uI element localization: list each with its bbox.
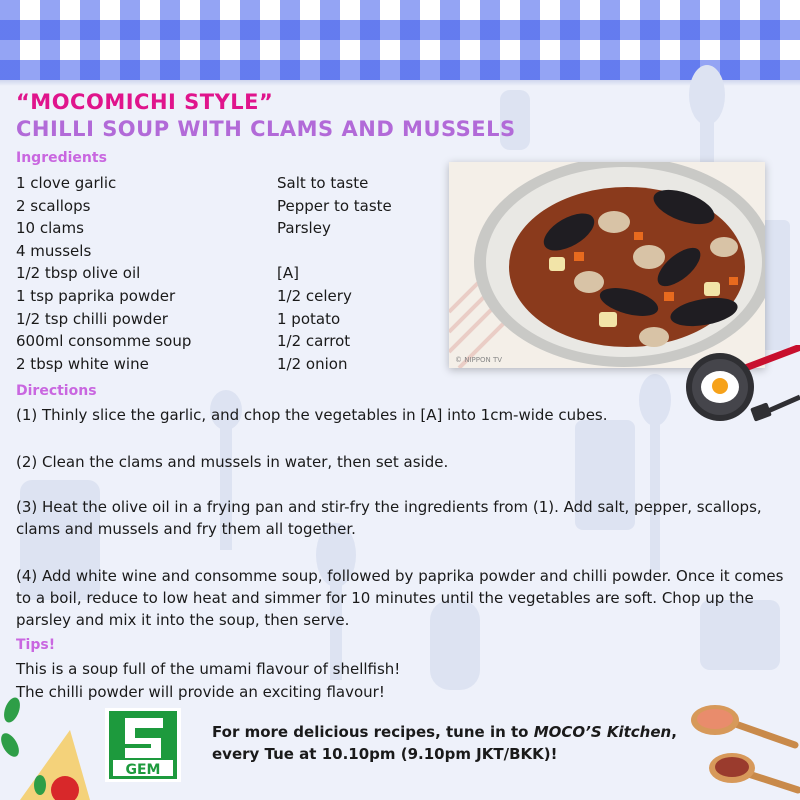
gem-channel-logo <box>105 708 181 782</box>
ingredient-item: Salt to taste <box>277 174 369 192</box>
ingredient-item: 4 mussels <box>16 241 92 260</box>
tip-line: The chilli powder will provide an exciting flavour! <box>16 682 385 701</box>
ingredient-item: 2 tbsp white wine <box>16 354 149 373</box>
herbs-tomato-illustration <box>0 690 100 800</box>
show-name: MOCO’S Kitchen <box>533 723 672 741</box>
direction-step: (1) Thinly slice the garlic, and chop the vegetables in [A] into 1cm-wide cubes. <box>16 406 608 424</box>
promo-prefix: For more delicious recipes, tune in to <box>212 723 534 741</box>
spice-spoons-illustration <box>690 700 800 800</box>
ingredient-item: 1 clove garlic <box>16 174 117 192</box>
logo-text: GEM <box>125 762 161 778</box>
ingredient-item: 2 scallops <box>16 196 91 215</box>
ingredient-item: Parsley <box>277 219 331 238</box>
ingredient-item: 1/2 onion <box>277 354 348 373</box>
ingredient-item: [A] <box>277 264 299 283</box>
promo-schedule: every Tue at 10.10pm (9.10pm JKT/BKK)! <box>212 745 558 763</box>
ingredients-list-left <box>16 172 191 375</box>
ingredient-item: 1/2 tsp chilli powder <box>16 309 168 328</box>
soup-photo <box>449 162 765 368</box>
tips-heading: Tips! <box>16 637 56 653</box>
ingredient-item: 1 tsp paprika powder <box>16 286 176 305</box>
ingredient-item: 1/2 celery <box>277 286 352 305</box>
direction-step: (3) Heat the olive oil in a frying pan and stir-fry the ingredients from (1). Add salt, pepper, scallops, clams and mussels and fry them all together. <box>16 498 762 538</box>
ingredient-item: 1/2 tbsp olive oil <box>16 264 141 283</box>
ingredient-item: Pepper to taste <box>277 196 392 215</box>
direction-step: (2) Clean the clams and mussels in water, then set aside. <box>16 453 449 471</box>
recipe-title: CHILLI SOUP WITH CLAMS AND MUSSELS <box>16 117 516 141</box>
directions-heading: Directions <box>16 383 97 399</box>
direction-step: (4) Add white wine and consomme soup, followed by paprika powder and chilli powder. Once it comes to a boil, reduce to low heat and simmer for 10 minutes until the vegetables are soft. Chop up the parsley and mix it into the soup, then serve. <box>16 567 784 629</box>
ingredients-heading: Ingredients <box>16 150 107 166</box>
recipe-style-title: “MOCOMICHI STYLE” <box>16 90 274 114</box>
ingredient-item: 1/2 carrot <box>277 332 351 351</box>
ingredient-item: 600ml consomme soup <box>16 332 192 351</box>
tip-line: This is a soup full of the umami flavour of shellfish! <box>16 660 401 678</box>
soup-bowl-illustration <box>449 162 765 368</box>
ingredient-item: 1 potato <box>277 309 341 328</box>
show-promo <box>212 721 677 765</box>
photo-copyright: © NIPPON TV <box>455 356 503 364</box>
promo-suffix: , <box>671 723 677 741</box>
ingredient-item: 10 clams <box>16 219 84 238</box>
ingredients-list-right <box>277 172 392 375</box>
ingredient-item <box>277 240 392 263</box>
